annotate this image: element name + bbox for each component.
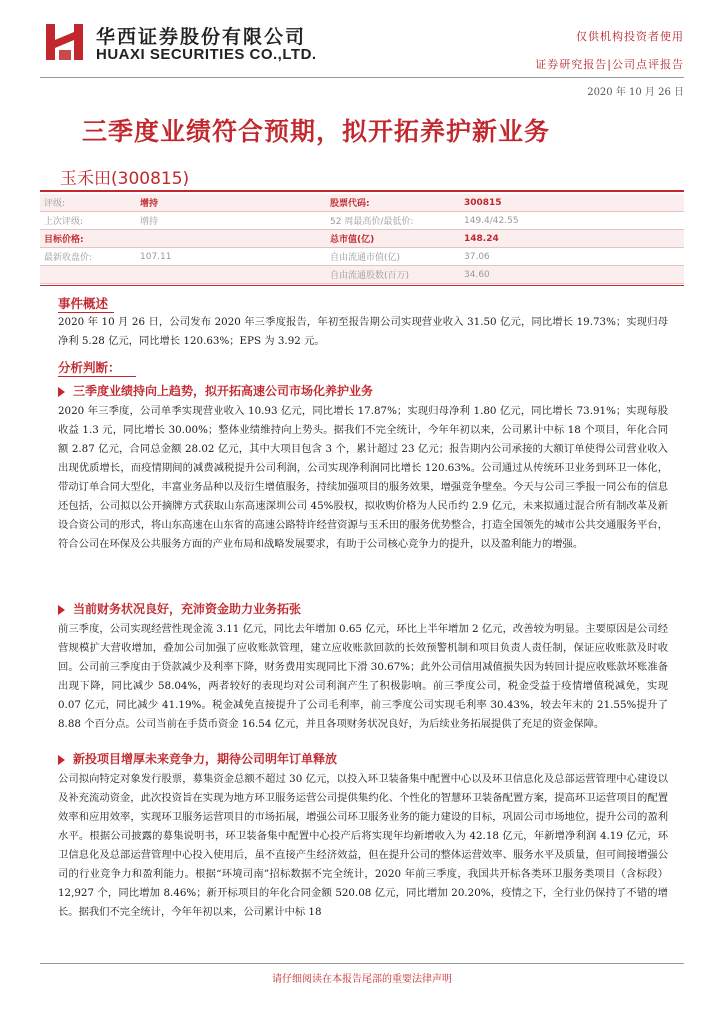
report-title: 三季度业绩符合预期，拟开拓养护新业务 [82, 117, 551, 146]
subsection-1-title [58, 382, 373, 399]
subsection-2-title [58, 600, 301, 617]
header-divider [40, 77, 684, 78]
company-ticker: 玉禾田(300815) [60, 169, 190, 189]
table-cell: 300815 [460, 194, 684, 212]
table-cell: 增持 [136, 194, 326, 212]
section-underline [58, 376, 136, 377]
table-cell: 总市值(亿) [326, 230, 460, 248]
huaxi-logo-icon [44, 20, 88, 64]
table-cell: 自由流通股数(百万) [326, 266, 460, 284]
table-cell: 最新收盘价: [40, 248, 136, 266]
table-cell [40, 266, 136, 284]
triangle-bullet-icon [58, 387, 65, 397]
report-category: 证券研究报告|公司点评报告 [535, 58, 684, 71]
table-row [40, 248, 684, 266]
event-section-title: 事件概述 [58, 296, 109, 311]
subsection-3-title [58, 750, 337, 767]
subsection-3-paragraph: 公司拟向特定对象发行股票，募集资金总额不超过 30 亿元，以投入环卫装备集中配置中心以及环卫信息化及总部运营管理中心建设以及补充流动资金，此次投资旨在实现为地方环卫服务运营公司提供集约化、个性化的智慧环卫装备配置方案，提高环卫运营项目的配置效率和应用效率，实现环卫服务运营项目的市场拓展，增强公司环卫服务业务的能力建设的目标，巩固公司市场地位，提升公司的盈利水平。根据公司披露的募集说明书，环卫装备集中配置中心投产后将实现年均新增收入为 42.18 亿元，年新增净利润 4.19 亿元，环卫信息化及总部运营管理中心投入使用后，虽不直接产生经济效益，但在提升公司的整体运营效率、服务水平及质量，但可间接增强公司的行业竞争力和盈利能力。根据“环境司南”招标数据不完全统计，2020 年前三季度，我国共开标各类环卫服务类项目（含标段）12,927 个，同比增加 8.46%；新开标项目的年化合同金额 520.08 亿元，同比增加 20.20%，疫情之下，全行业仍保持了不错的增长。据我们不完全统计，今年年初以来，公司累计中标 18 [58, 773, 668, 918]
table-cell: 增持 [136, 212, 326, 230]
table-cell: 34.60 [460, 266, 684, 284]
table-cell: 评级: [40, 194, 136, 212]
table-row [40, 230, 684, 248]
analysis-section-title: 分析判断： [58, 360, 121, 375]
legal-notice-footer: 请仔细阅读在本报告尾部的重要法律声明 [272, 974, 452, 985]
footer-divider [40, 963, 684, 964]
subsection-1-label: 三季度业绩持向上趋势，拟开拓高速公司市场化养护业务 [73, 384, 374, 398]
event-paragraph: 2020 年 10 月 26 日，公司发布 2020 年三季度报告，年初至报告期公司实现营业收入 31.50 亿元，同比增长 19.73%；实现归母净利 5.28 亿元，同比增长 120.63%；EPS 为 3.92 元。 [58, 316, 668, 347]
table-row [40, 212, 684, 230]
triangle-bullet-icon [58, 755, 65, 765]
triangle-bullet-icon [58, 605, 65, 615]
table-cell: 148.24 [460, 230, 684, 248]
subsection-2-paragraph: 前三季度，公司实现经营性现金流 3.11 亿元，同比去年增加 0.65 亿元，环比上半年增加 2 亿元，改善较为明显。主要原因是公司经营规模扩大营收增加，叠加公司加强了应收账款管理，建立应收账款回款的长效预警机制和项目负责人责任制，保证应收账款及时收回。公司前三季度由于贷款减少及利率下降，财务费用实现同比下滑 30.67%；此外公司信用减值损失因为转回计提应收账款坏账准备出现下降，同比减少 58.04%，两者较好的表现均对公司利润产生了积极影响。前三季度公司，税金受益于疫情增值税减免，实现 0.07 亿元，同比减少 41.19%。税金减免直接提升了公司毛利率，前三季度公司实现毛利率 30.43%，较去年末的 21.55%提升了 8.88 个百分点。公司当前在手货币资金 16.54 亿元，并且各项财务状况良好，为后续业务拓展提供了充足的资金保障。 [58, 623, 668, 730]
table-cell [136, 266, 326, 284]
table-cell: 107.11 [136, 248, 326, 266]
table-cell: 52 周最高价/最低价: [326, 212, 460, 230]
company-name-en: HUAXI SECURITIES CO.,LTD. [96, 46, 317, 63]
company-name-cn: 华西证券股份有限公司 [96, 26, 307, 48]
table-cell [136, 230, 326, 248]
table-cell: 37.06 [460, 248, 684, 266]
subsection-3-label: 新投项目增厚未来竞争力，期待公司明年订单释放 [73, 752, 338, 766]
table-row [40, 194, 684, 212]
audience-note: 仅供机构投资者使用 [576, 30, 684, 43]
table-cell: 上次评级: [40, 212, 136, 230]
table-cell: 目标价格: [40, 230, 136, 248]
subsection-2-label: 当前财务状况良好，充沛资金助力业务拓张 [73, 602, 302, 616]
table-cell: 股票代码: [326, 194, 460, 212]
title-divider [40, 190, 684, 192]
table-cell: 自由流通市值(亿) [326, 248, 460, 266]
table-cell: 149.4/42.55 [460, 212, 684, 230]
rating-table [40, 194, 684, 284]
report-date: 2020 年 10 月 26 日 [587, 87, 684, 98]
table-divider [40, 285, 684, 286]
subsection-1-paragraph: 2020 年三季度，公司单季实现营业收入 10.93 亿元，同比增长 17.87%；实现归母净利 1.80 亿元，同比增长 73.91%；实现每股收益 1.3 元，同比增长 30.00%；整体业绩维持向上势头。据我们不完全统计，今年年初以来，公司累计中标 18 个项目，年化合同额 2.87 亿元，合同总金额 28.02 亿元，其中大项目包含 3 个，累计超过 23 亿元；报告期内公司承接的大额订单使得公司营业收入出现优质增长，而疫情期间的减费减税提升公司利润，公司实现净利润同比增长 120.63%。公司通过从传统环卫业务到环卫一体化，带动订单合同大型化，丰富业务品种以及衍生增值服务，持续加强项目的服务效果，增强竞争壁垒。今天与公司三季报一同公布的信息还包括，公司拟以公开摘牌方式获取山东高速深圳公司 45%股权，拟收购价格为人民币约 2.9 亿元，未来拟通过混合所有制改革及新设合资公司的形式，将山东高速在山东省的高速公路特许经营资源与玉禾田的服务优势整合，打造全国领先的城市公共交通服务平台，符合公司在环保及公共服务方面的产业布局和战略发展要求，有助于公司核心竞争力的提升，以及盈利能力的增强。 [58, 405, 668, 550]
table-row [40, 266, 684, 284]
